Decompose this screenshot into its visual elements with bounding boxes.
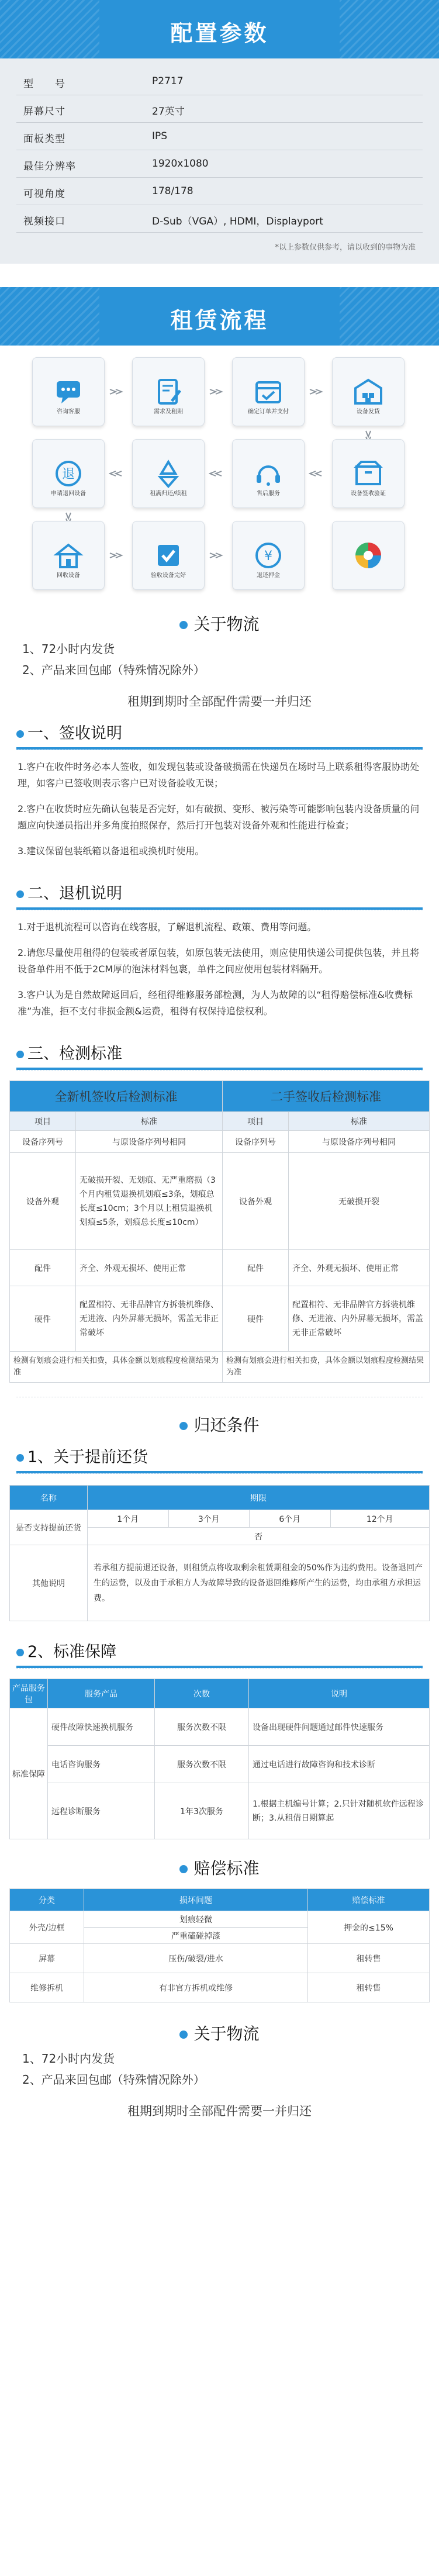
- flow-step: [232, 439, 305, 497]
- table-cell: 设备序列号: [223, 1131, 289, 1153]
- return-cond-heading: [0, 1411, 439, 1439]
- spec-label: 可视角度: [23, 188, 65, 200]
- arrow-left-icon: [109, 470, 124, 477]
- logistics-note: 租期到期时全部配件需要一并归还: [127, 2104, 312, 2118]
- return-title: 二、退机说明: [27, 885, 122, 903]
- table-cell: 标准: [289, 1112, 430, 1131]
- bullet-dot: [16, 730, 24, 738]
- bullet-dot: [179, 621, 188, 629]
- return-paragraph: 2.请您尽量使用租得的包装或者原包装，如原包装无法使用，则应使用快递公司提供包装，并且将设备单件用不低于2CM厚的泡沫材料包裹，单件之间应使用包装材料隔开。: [18, 947, 420, 975]
- warranty-heading: [16, 1639, 439, 1666]
- table-cell: 严重磕碰掉漆: [84, 1928, 308, 1944]
- inspect-header-new: 全新机签收后检测标准: [10, 1081, 223, 1112]
- spec-row: [16, 68, 423, 95]
- table-row: [10, 1973, 430, 2002]
- table-cell: 齐全、外观无损坏、使用正常: [76, 1250, 223, 1286]
- table-cell: 服务次数不限: [155, 1708, 249, 1746]
- flow-title: 租赁流程: [170, 308, 269, 333]
- table-cell: 服务次数不限: [155, 1746, 249, 1783]
- logistics2-heading: [0, 2020, 439, 2048]
- bullet-dot: [16, 1454, 24, 1462]
- early-heading: [16, 1444, 439, 1471]
- table-cell: 3个月: [168, 1510, 250, 1528]
- sign-title: 一、签收说明: [27, 724, 122, 743]
- form-icon: [132, 357, 205, 426]
- early-title: 1、关于提前还货: [27, 1448, 148, 1466]
- warranty-title: 2、标准保障: [27, 1643, 117, 1661]
- table-row: [10, 1352, 430, 1383]
- flow-step: [332, 521, 405, 570]
- spec-value: 1920x1080: [152, 158, 209, 170]
- logistics-item: 1、72小时内发货: [22, 2052, 115, 2066]
- warranty-table: [9, 1679, 430, 1839]
- spec-note: *以上参数仅供参考，请以收到的事物为准: [275, 243, 416, 252]
- flow-caption: 申请退回设备: [51, 491, 86, 497]
- sign-paragraph: 1.客户在收件时务必本人签收，如发现包装或设备破损需在快递员在场时马上联系租得客服协助处理，如客户已签收则表示客户已对设备验收无误；: [18, 761, 420, 789]
- star-icon: [332, 521, 405, 590]
- flow-caption: 验收设备完好: [151, 572, 186, 579]
- arrow-right-icon: [209, 552, 224, 559]
- table-cell: 配置相符、无非品牌官方拆装机维修、无进液、内外屏幕无损坏，需盖无非正常破坏: [289, 1286, 430, 1352]
- logistics-note: 租期到期时全部配件需要一并归还: [127, 695, 312, 709]
- table-cell: 配件: [223, 1250, 289, 1286]
- return-cond-title: 归还条件: [193, 1415, 260, 1435]
- flow-caption: 租满归还/续租: [150, 491, 187, 497]
- table-header: 产品服务包: [10, 1679, 48, 1708]
- logistics-item: 2、产品来回包邮（特殊情况除外）: [22, 663, 205, 677]
- logistics-heading: [0, 610, 439, 638]
- table-cell: 维修拆机: [10, 1973, 84, 2002]
- bullet-dot: [16, 1051, 24, 1058]
- table-cell: 与原设备序列号相同: [76, 1131, 223, 1153]
- table-cell: 1.根据主机编号计算；2.只针对随机软件远程诊断；3.从租借日期算起: [249, 1783, 430, 1839]
- inspect-header-used: 二手签收后检测标准: [223, 1081, 430, 1112]
- table-cell: 划痕轻微: [84, 1911, 308, 1928]
- spec-value: 178/178: [152, 185, 193, 197]
- arrow-left-icon: [209, 470, 224, 477]
- flow-step: [232, 357, 305, 415]
- box-icon: [332, 439, 405, 508]
- sign-heading: [16, 720, 439, 747]
- table-cell: 项目: [223, 1112, 289, 1131]
- flow-step: [332, 439, 405, 497]
- heading-underline: [16, 1068, 423, 1070]
- arrow-left-icon: [309, 470, 324, 477]
- flow-step: [132, 521, 205, 579]
- table-row: [10, 1783, 430, 1839]
- table-cell: 押金的≤15%: [308, 1911, 430, 1944]
- arrow-right-icon: [309, 388, 324, 395]
- comp-table: [9, 1888, 430, 2002]
- flow-step: [232, 521, 305, 579]
- return-icon: [32, 439, 105, 508]
- config-banner: [0, 0, 439, 58]
- table-cell: 12个月: [330, 1510, 429, 1528]
- spec-value: P2717: [152, 75, 184, 87]
- check-icon: [132, 521, 205, 590]
- table-cell: 1个月: [88, 1510, 169, 1528]
- spec-label: 面板类型: [23, 133, 65, 145]
- spec-label: 视频接口: [23, 216, 65, 227]
- table-cell: 压伤/破裂/进水: [84, 1944, 308, 1973]
- spec-label: 型 号: [23, 78, 65, 90]
- spec-value: 27英寸: [152, 106, 185, 118]
- table-cell: 设备出现硬件问题通过邮件快速服务: [249, 1708, 430, 1746]
- arrow-right-icon: [109, 552, 124, 559]
- table-header: 服务产品: [48, 1679, 155, 1708]
- table-cell: 远程诊断服务: [48, 1783, 155, 1839]
- flow-step: [32, 357, 105, 415]
- heading-underline: [16, 747, 423, 750]
- table-cell: 检测有划痕会进行相关扣费，具体金额以划痕程度检测结果为准: [10, 1352, 223, 1383]
- table-row: [10, 1911, 430, 1928]
- table-cell: 标准保障: [10, 1708, 48, 1839]
- table-row: [10, 1153, 430, 1250]
- config-title: 配置参数: [170, 20, 269, 46]
- table-cell: 与原设备序列号相同: [289, 1131, 430, 1153]
- table-row: [10, 1510, 430, 1528]
- inspect-table: [9, 1080, 430, 1383]
- flow-step: [32, 521, 105, 579]
- flow-step: [32, 439, 105, 497]
- flow-caption: 需求及租期: [154, 409, 183, 415]
- flow-caption: 咨询客服: [57, 409, 80, 415]
- table-header: 次数: [155, 1679, 249, 1708]
- heading-underline: [16, 1471, 423, 1473]
- warehouse-icon: [332, 357, 405, 426]
- spec-row: [16, 178, 423, 205]
- sign-paragraph: 2.客户在收货时应先确认包装是否完好，如有破损、变形、被污染等可能影响包装内设备质量的问题应向快递员指出并多角度拍照保存，然后打开包装对设备外观和性能进行检查；: [18, 803, 420, 831]
- table-header: 期限: [88, 1486, 430, 1510]
- table-cell: 电话咨询服务: [48, 1746, 155, 1783]
- table-cell: 通过电话进行故障咨询和技术诊断: [249, 1746, 430, 1783]
- table-cell: 硬件: [223, 1286, 289, 1352]
- table-header: 说明: [249, 1679, 430, 1708]
- sign-paragraph: 3.建议保留包装纸箱以备退租或换机时使用。: [18, 845, 205, 857]
- flow-diagram: [0, 346, 439, 600]
- logistics-title: 关于物流: [193, 614, 260, 634]
- spec-value: IPS: [152, 130, 168, 142]
- bullet-dot: [16, 890, 24, 898]
- table-row: [10, 1286, 430, 1352]
- chat-icon: [32, 357, 105, 426]
- table-cell: 若承租方提前退还设备，则租赁点将收取剩余租赁期租金的50%作为违约费用。设备退回产生的运费，以及由于承租方人为故障导致的设备退回维修所产生的运费，均由承租方承担运费。: [88, 1545, 430, 1621]
- arrow-right-icon: [209, 388, 224, 395]
- table-cell: 有非官方拆机或维修: [84, 1973, 308, 2002]
- table-row: [10, 1746, 430, 1783]
- table-cell: 设备序列号: [10, 1131, 76, 1153]
- flow-step: [332, 357, 405, 415]
- svg-text:¥: ¥: [264, 549, 272, 564]
- flow-caption: 设备签收验证: [351, 491, 386, 497]
- table-row: [10, 1545, 430, 1621]
- comp-title: 赔偿标准: [193, 1859, 260, 1878]
- spec-table: [0, 58, 439, 264]
- table-row: [10, 1708, 430, 1746]
- table-cell: 项目: [10, 1112, 76, 1131]
- table-cell: 设备外观: [223, 1153, 289, 1250]
- flow-caption: 售后服务: [257, 491, 280, 497]
- table-header: 名称: [10, 1486, 88, 1510]
- house-icon: [32, 521, 105, 590]
- table-header: 损坏问题: [84, 1889, 308, 1911]
- spec-label: 屏幕尺寸: [23, 106, 65, 118]
- heading-underline: [16, 1666, 423, 1668]
- table-row: [10, 1250, 430, 1286]
- inspect-heading: [16, 1041, 439, 1068]
- table-cell: 无破损开裂、无划痕、无严重磨损（3个月内租赁退换机划痕≤3条，划痕总长度≤10cm；3个月以上租赁退换机划痕≤5条，划痕总长度≤10cm）: [76, 1153, 223, 1250]
- spec-label: 最佳分辨率: [23, 161, 76, 172]
- table-cell: 是否支持提前还货: [10, 1510, 88, 1545]
- bullet-dot: [179, 1865, 188, 1873]
- svg-text:退: 退: [61, 467, 75, 482]
- bullet-dot: [179, 2031, 188, 2039]
- table-cell: 其他说明: [10, 1545, 88, 1621]
- table-cell: 屏幕: [10, 1944, 84, 1973]
- spec-row: [16, 95, 423, 123]
- spacer: [0, 264, 439, 287]
- table-cell: 外壳/边框: [10, 1911, 84, 1944]
- table-cell: 检测有划痕会进行相关扣费，具体金额以划痕程度检测结果为准: [223, 1352, 430, 1383]
- table-header: 赔偿标准: [308, 1889, 430, 1911]
- flow-caption: 确定订单并支付: [248, 409, 289, 415]
- heading-underline: [16, 907, 423, 910]
- flow-banner: [0, 287, 439, 346]
- refund-icon: [232, 521, 305, 590]
- table-cell: 硬件故障快速换机服务: [48, 1708, 155, 1746]
- table-cell: 标准: [76, 1112, 223, 1131]
- table-cell: 齐全、外观无损坏、使用正常: [289, 1250, 430, 1286]
- return-paragraph: 1.对于退机流程可以咨询在线客服，了解退机流程、政策、费用等问题。: [18, 921, 317, 933]
- table-cell: 租转售: [308, 1944, 430, 1973]
- comp-heading: [0, 1855, 439, 1883]
- bullet-dot: [179, 1422, 188, 1430]
- table-cell: 6个月: [250, 1510, 331, 1528]
- flow-step: [132, 439, 205, 497]
- table-cell: 硬件: [10, 1286, 76, 1352]
- early-return-table: [9, 1485, 430, 1621]
- table-cell: 1年3次服务: [155, 1783, 249, 1839]
- table-header: 分类: [10, 1889, 84, 1911]
- logistics-item: 1、72小时内发货: [22, 642, 115, 656]
- spec-row: [16, 123, 423, 150]
- recycle-icon: [132, 439, 205, 508]
- logistics2-title: 关于物流: [193, 2024, 260, 2043]
- spec-row: [16, 205, 423, 233]
- flow-step: [132, 357, 205, 415]
- return-heading: [16, 880, 439, 907]
- table-row: [10, 1944, 430, 1973]
- flow-caption: 设备发货: [357, 409, 380, 415]
- spec-value: D-Sub（VGA）, HDMI，Displayport: [152, 216, 323, 227]
- bullet-dot: [16, 1649, 24, 1656]
- table-row: [10, 1131, 430, 1153]
- service-icon: [232, 439, 305, 508]
- table-cell: 设备外观: [10, 1153, 76, 1250]
- table-cell: 否: [88, 1528, 430, 1545]
- flow-caption: 回收设备: [57, 572, 80, 579]
- flow-caption: 退还押金: [257, 572, 280, 579]
- table-cell: 配件: [10, 1250, 76, 1286]
- logistics-item: 2、产品来回包邮（特殊情况除外）: [22, 2073, 205, 2087]
- table-cell: 无破损开裂: [289, 1153, 430, 1250]
- arrow-right-icon: [109, 388, 124, 395]
- return-paragraph: 3.客户认为是自然故障返回后，经租得维修服务部检测，为人为故障的以“租得赔偿标准&收费标准”为准，拒不支付非损金额&运费，租得有权保持追偿权利。: [18, 989, 413, 1017]
- spec-row: [16, 150, 423, 178]
- table-cell: 配置相符、无非品牌官方拆装机维修、无进液、内外屏幕无损坏，需盖无非正常破坏: [76, 1286, 223, 1352]
- sign-icon: [232, 357, 305, 426]
- inspect-title: 三、检测标准: [27, 1045, 122, 1063]
- table-cell: 租转售: [308, 1973, 430, 2002]
